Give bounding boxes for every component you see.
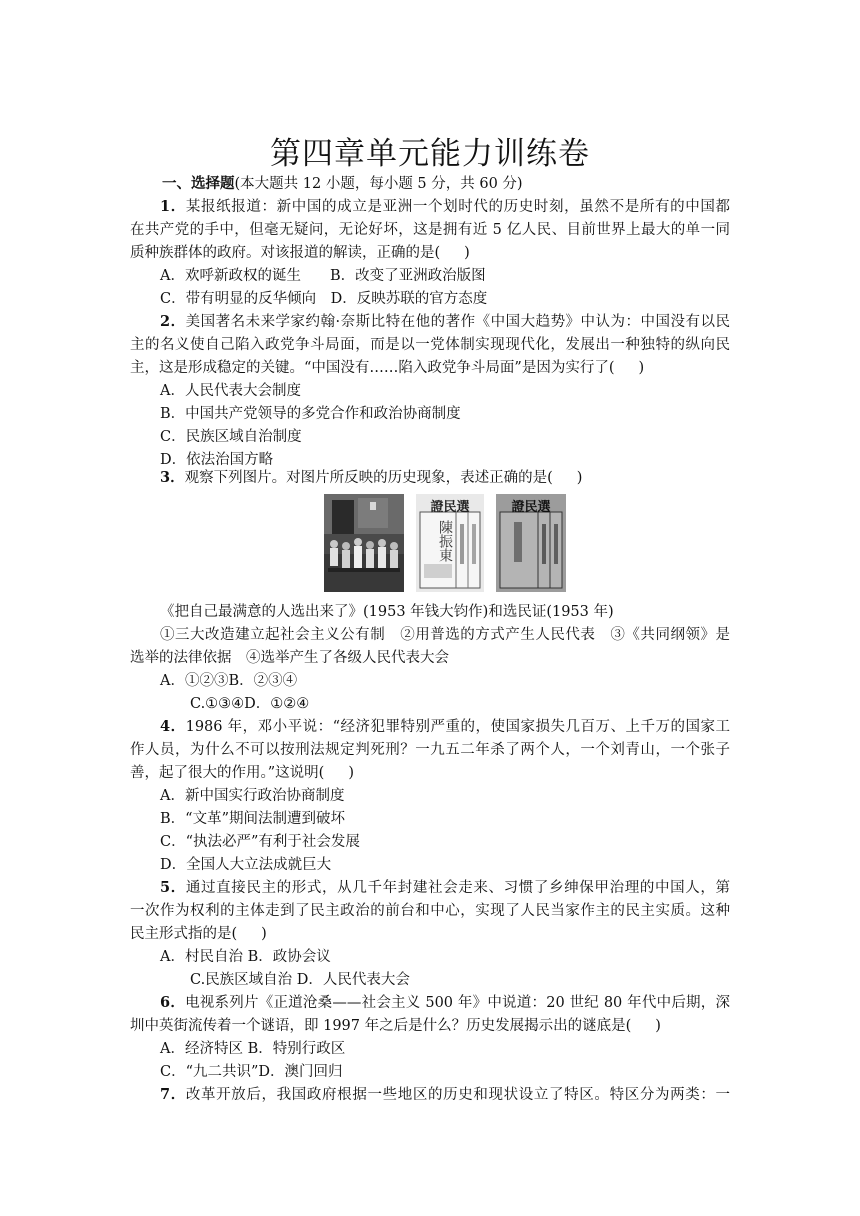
question-1	[160, 196, 730, 218]
question-2-option-c: C．民族区域自治制度	[160, 429, 302, 445]
question-6	[160, 992, 730, 1014]
section-heading	[162, 173, 762, 195]
question-4-blank-close: )	[348, 765, 354, 781]
question-3-options-cd: C.①③④D．①②④	[190, 696, 310, 712]
voting-painting-image	[324, 494, 404, 592]
question-5-stem-end: 民主形式指的是(	[130, 926, 238, 942]
question-6-line: 电视系列片《正道沧桑——社会主义 500 年》中说道：20 世纪 80 年代中后期，深	[185, 995, 731, 1011]
question-2-blank-close: )	[638, 360, 645, 376]
question-4-line: 作人员，为什么不可以按刑法规定判死刑？一九五二年杀了两个人，一个刘青山，一个张子	[130, 742, 730, 758]
question-1-line: 在共产党的手中，但毫无疑问，无论好坏，这是拥有近 5 亿人民、目前世界上最大的单一同	[130, 222, 730, 238]
question-3	[160, 467, 730, 489]
voter-certificate-name: 陳振東	[437, 520, 453, 562]
question-5-options-ab: A．村民自治 B．政协会议	[160, 949, 331, 965]
question-2-stem-end: 主，这是形成稳定的关键。“中国没有……陷入政党争斗局面”是因为实行了(	[130, 360, 615, 376]
question-4-stem-end: 善，起了很大的作用。”这说明(	[130, 765, 325, 781]
question-1-stem-end: 质种族群体的政府。对该报道的解读，正确的是(	[130, 245, 441, 261]
question-5-line: 一次作为权利的主体走到了民主政治的前台和中心，实现了人民当家作主的民主实质。这种	[130, 903, 730, 919]
question-3-statements-cont: 选举的法律依据 ④选举产生了各级人民代表大会	[130, 650, 449, 666]
question-4-number: 4．	[160, 718, 186, 735]
question-4-option-c: C．“执法必严”有利于社会发展	[160, 834, 360, 850]
question-2-line: 主的名义使自己陷入政党争斗局面，而是以一党体制实现现代化，发展出一种独特的纵向民	[130, 337, 730, 353]
question-2-line: 美国著名未来学家约翰·奈斯比特在他的著作《中国大趋势》中认为：中国没有以民	[185, 314, 731, 330]
section-label: 一、选择题	[162, 175, 235, 192]
question-3-statements: ①三大改造建立起社会主义公有制 ②用普选的方式产生人民代表 ③《共同纲领》是	[160, 627, 730, 643]
voter-certificate-heading: 證民選	[430, 500, 470, 515]
question-5	[160, 877, 730, 899]
question-2	[160, 311, 730, 333]
question-5-blank-close: )	[261, 926, 267, 942]
question-6-options-cd: C．“九二共识”D．澳门回归	[160, 1064, 343, 1080]
question-3-caption: 《把自己最满意的人选出来了》(1953 年钱大钧作)和选民证(1953 年)	[160, 604, 614, 620]
question-5-options-cd: C.民族区域自治 D．人民代表大会	[190, 972, 410, 988]
question-1-options-ab: A．欢呼新政权的诞生 B．改变了亚洲政治版图	[160, 268, 486, 284]
question-1-line	[130, 242, 730, 264]
question-7-line: 改革开放后，我国政府根据一些地区的历史和现状设立了特区。特区分为两类：一	[185, 1087, 730, 1103]
question-3-number: 3．	[160, 469, 185, 486]
page-title: 第四章单元能力训练卷	[270, 136, 590, 172]
voter-certificate-image-2	[496, 494, 566, 592]
question-4-line: 1986 年，邓小平说：“经济犯罪特别严重的，使国家损失几百万、上千万的国家工	[185, 719, 730, 735]
question-3-blank-close: )	[576, 470, 583, 486]
question-6-blank-close: )	[655, 1018, 661, 1034]
question-2-option-d: D．依法治国方略	[160, 452, 274, 468]
question-4-option-d: D．全国人大立法成就巨大	[160, 857, 332, 873]
question-7-number: 7．	[160, 1086, 186, 1103]
question-7	[160, 1084, 730, 1106]
question-4-option-b: B．“文革”期间法制遭到破坏	[160, 811, 345, 827]
question-6-number: 6．	[160, 994, 186, 1011]
question-2-number: 2．	[160, 313, 186, 330]
question-5-line	[130, 923, 730, 945]
question-4-line	[130, 762, 730, 784]
voter-certificate-heading-2: 證民選	[511, 500, 551, 515]
question-1-number: 1．	[160, 198, 186, 215]
question-4	[160, 716, 730, 738]
question-6-options-ab: A．经济特区 B．特别行政区	[160, 1041, 346, 1057]
question-6-stem-end: 圳中英街流传着一个谜语，即 1997 年之后是什么？历史发展揭示出的谜底是(	[130, 1018, 632, 1034]
question-2-line	[130, 357, 730, 379]
question-1-blank-close: )	[464, 245, 470, 261]
question-3-options-ab: A．①②③B．②③④	[160, 673, 298, 689]
question-5-number: 5．	[160, 879, 186, 896]
question-6-line	[130, 1015, 730, 1037]
question-2-option-b: B．中国共产党领导的多党合作和政治协商制度	[160, 406, 461, 422]
question-3-stem: 观察下列图片。对图片所反映的历史现象，表述正确的是(	[184, 470, 553, 486]
question-2-option-a: A．人民代表大会制度	[160, 383, 301, 399]
question-1-options-cd: C．带有明显的反华倾向 D．反映苏联的官方态度	[160, 291, 488, 307]
question-4-option-a: A．新中国实行政治协商制度	[160, 788, 345, 804]
question-1-line: 某报纸报道：新中国的成立是亚洲一个划时代的历史时刻，虽然不是所有的中国都	[185, 199, 730, 215]
question-5-line: 通过直接民主的形式，从几千年封建社会走来、习惯了乡绅保甲治理的中国人，第	[185, 880, 730, 896]
section-note: (本大题共 12 小题，每小题 5 分，共 60 分)	[234, 176, 523, 192]
voter-certificate-image	[416, 494, 484, 592]
